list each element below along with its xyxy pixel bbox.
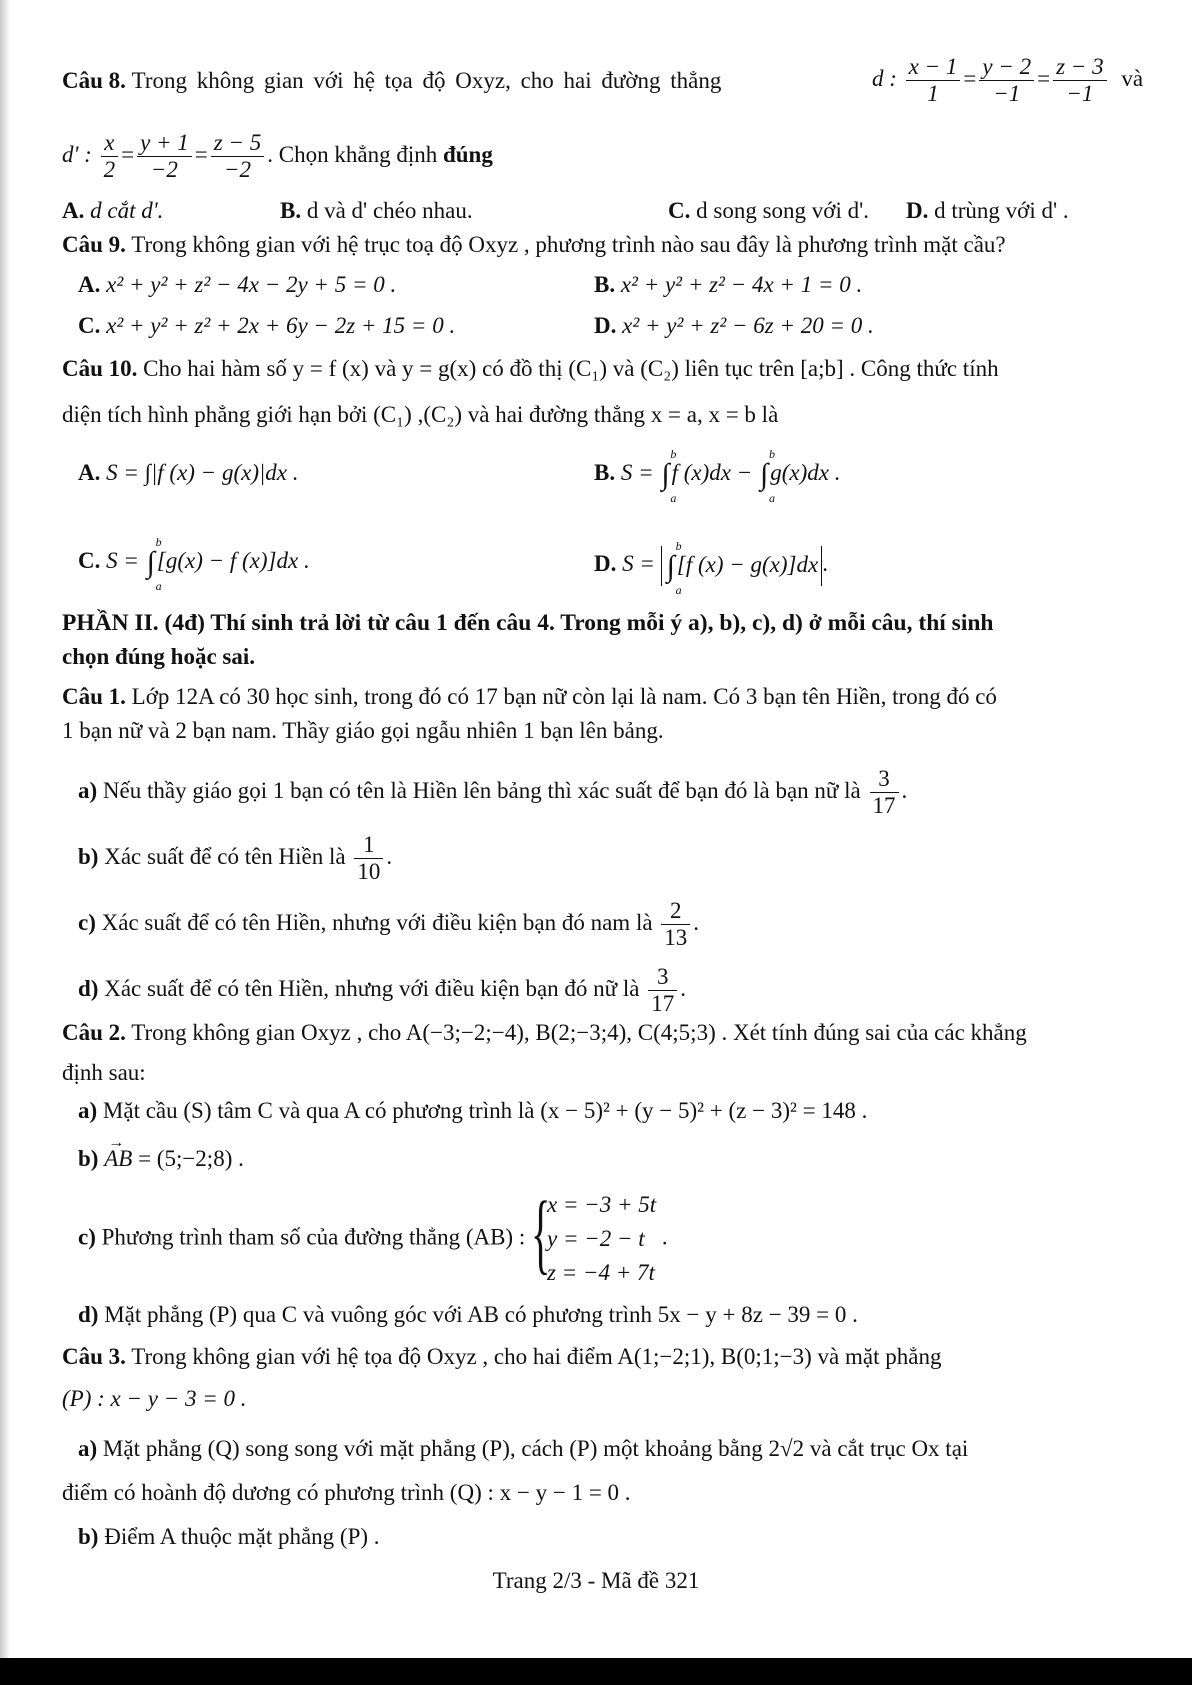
q8-d-frac1: $\frac{x - 1}{1}$ [906, 54, 961, 108]
q10-opt-c: C. S = ∫ b a [g(x) − f (x)]dx . [78, 534, 310, 593]
c2-d: d) Mặt phẳng (P) qua C và vuông góc với AB có phương trình 5x − y + 8z − 39 = 0 . [78, 1302, 858, 1327]
q8-ask: . Chọn khẳng định [267, 142, 438, 168]
q10-text1: Cho hai hàm số y = f (x) và y = g(x) có đồ thị (C₁) và (C₂) liên tục trên [a;b] . Công thức tính [143, 356, 999, 381]
q10-b-integral-1: ∫ b a [661, 446, 677, 505]
c2-label: Câu 2. [62, 1020, 126, 1045]
q8-dp-name: d' : [62, 142, 92, 168]
q10-d-abs: ∫ b a [f (x) − g(x)]dx [661, 546, 823, 586]
c2-c-system: { x = −3 + 5t y = −2 − t z = −4 + 7t [530, 1184, 657, 1285]
q10-opt-b: B. S = ∫ b a f (x)dx − ∫ b a g(x)dx . [594, 446, 841, 505]
q8-label: Câu 8. [62, 68, 126, 93]
brace-icon: { [530, 1184, 551, 1283]
c1-d-frac: $\frac{3}{17}$ [648, 964, 677, 1018]
c2-b: b) → AB = (5;−2;8) . [78, 1144, 244, 1174]
q10-c-integral: ∫ b a [146, 534, 162, 593]
c1-c: c) Xác suất để có tên Hiền, nhưng với điều kiện bạn đó nam là $\frac{2}{13}$ . [78, 898, 700, 951]
part2-header-line2: chọn đúng hoặc sai. [62, 644, 256, 669]
q9-opt-d: D. x² + y² + z² − 6z + 20 = 0 . [594, 313, 874, 338]
q9-text: Trong không gian với hệ trục toạ độ Oxyz , phương trình nào sau đây là phương trình mặt cầu? [131, 232, 1006, 257]
q10-d-integral: ∫ b a [666, 538, 682, 597]
q8-opt-a: A. d cắt d'. [62, 198, 164, 223]
c3-label: Câu 3. [62, 1344, 126, 1369]
q8-d-name: d : [872, 66, 897, 92]
c3-a-line1: a) Mặt phẳng (Q) song song với mặt phẳng (P), cách (P) một khoảng bằng 2√2 và cắt trục Ox tại [78, 1436, 969, 1461]
bottom-black-bar [0, 1658, 1192, 1685]
q8-line-d: d : $\frac{x - 1}{1}$ = $\frac{y - 2}{-1}$ = $\frac{z - 3}{-1}$ và [872, 54, 1144, 107]
q8-dp-frac3: $\frac{z - 5}{-2}$ [211, 130, 264, 184]
c3-b: b) Điểm A thuộc mặt phẳng (P) . [78, 1524, 380, 1549]
c3-line2: (P) : x − y − 3 = 0 . [62, 1386, 247, 1411]
c3-line1: Câu 3. Trong không gian với hệ tọa độ Oxyz , cho hai điểm A(1;−2;1), B(0;1;−3) và mặt phẳng [62, 1344, 942, 1369]
c1-label: Câu 1. [62, 684, 126, 709]
page-footer: Trang 2/3 - Mã đề 321 [492, 1568, 700, 1593]
q8-dp-frac2: $\frac{y + 1}{-2}$ [137, 130, 192, 184]
q8-and: và [1121, 66, 1144, 92]
q8-line2: d' : $\frac{x}{2}$ = $\frac{y + 1}{-2}$ = $\frac{z - 5}{-2}$ . Chọn khẳng định đúng [62, 130, 493, 183]
q10-text2: diện tích hình phẳng giới hạn bởi (C₁) ,(C₂) và hai đường thẳng x = a, x = b là [62, 402, 779, 427]
c1-b-frac: $\frac{1}{10}$ [354, 832, 383, 886]
q10-line1 [62, 354, 999, 384]
c2-line2: định sau: [62, 1060, 146, 1085]
c1-c-frac: $\frac{2}{13}$ [661, 898, 690, 952]
c1-b: b) Xác suất để có tên Hiền là $\frac{1}{10}$ . [78, 832, 393, 885]
q8-opt-d: D. d trùng với d' . [906, 198, 1069, 223]
q10-opt-d: D. S = ∫ b a [f (x) − g(x)]dx . [594, 538, 828, 597]
q8-dp-frac1: $\frac{x}{2}$ [101, 130, 119, 184]
q9-label: Câu 9. [62, 232, 126, 257]
c1-a: a) Nếu thầy giáo gọi 1 bạn có tên là Hiền lên bảng thì xác suất để bạn đó là bạn nữ là $\frac{3}{17}$ . [78, 766, 908, 819]
q9-opt-c: C. x² + y² + z² + 2x + 6y − 2z + 15 = 0 . [78, 313, 456, 338]
q8-d-frac2: $\frac{y - 2}{-1}$ [979, 54, 1034, 108]
c3-a-line2: điểm có hoành độ dương có phương trình (Q) : x − y − 1 = 0 . [62, 1480, 631, 1505]
q10-label: Câu 10. [62, 356, 138, 381]
q9-line [62, 230, 1006, 260]
c1-line1: Câu 1. Lớp 12A có 30 học sinh, trong đó có 17 bạn nữ còn lại là nam. Có 3 bạn tên Hiền, trong đó có [62, 684, 997, 709]
c1-line2: 1 bạn nữ và 2 bạn nam. Thầy giáo gọi ngẫu nhiên 1 bạn lên bảng. [62, 718, 664, 743]
vector-ab: → AB [104, 1144, 132, 1174]
c1-a-frac: $\frac{3}{17}$ [870, 766, 899, 820]
c2-c: c) Phương trình tham số của đường thẳng (AB) : { x = −3 + 5t y = −2 − t z = −4 + 7t . [78, 1188, 668, 1290]
part2-header-line1: PHẦN II. (4đ) Thí sinh trả lời từ câu 1 đến câu 4. Trong mỗi ý a), b), c), d) ở mỗi câu, thí sinh [62, 610, 994, 636]
q10-opt-a: A. S = ∫|f (x) − g(x)|dx . [78, 460, 299, 485]
q8-intro: Trong không gian với hệ tọa độ Oxyz, cho hai đường thẳng [131, 68, 722, 93]
q10-b-integral-2: ∫ b a [760, 446, 775, 505]
c2-a: a) Mặt cầu (S) tâm C và qua A có phương trình là (x − 5)² + (y − 5)² + (z − 3)² = 148 . [78, 1098, 868, 1123]
q9-opt-b: B. x² + y² + z² − 4x + 1 = 0 . [594, 272, 863, 297]
q9-opt-a: A. x² + y² + z² − 4x − 2y + 5 = 0 . [78, 272, 397, 297]
c1-d: d) Xác suất để có tên Hiền, nhưng với điều kiện bạn đó nữ là $\frac{3}{17}$ . [78, 964, 686, 1017]
q10-line2 [62, 400, 778, 430]
q8-opt-b: B. d và d' chéo nhau. [280, 198, 473, 223]
page-edge-shadow [0, 0, 10, 1658]
q8-ask-bold: đúng [442, 142, 493, 168]
c2-line1: Câu 2. Trong không gian Oxyz , cho A(−3;−2;−4), B(2;−3;4), C(4;5;3) . Xét tính đúng sai của các khẳng [62, 1020, 1027, 1045]
q8-opt-c: C. d song song với d'. [668, 198, 869, 223]
q8-d-frac3: $\frac{z - 3}{-1}$ [1053, 54, 1106, 108]
